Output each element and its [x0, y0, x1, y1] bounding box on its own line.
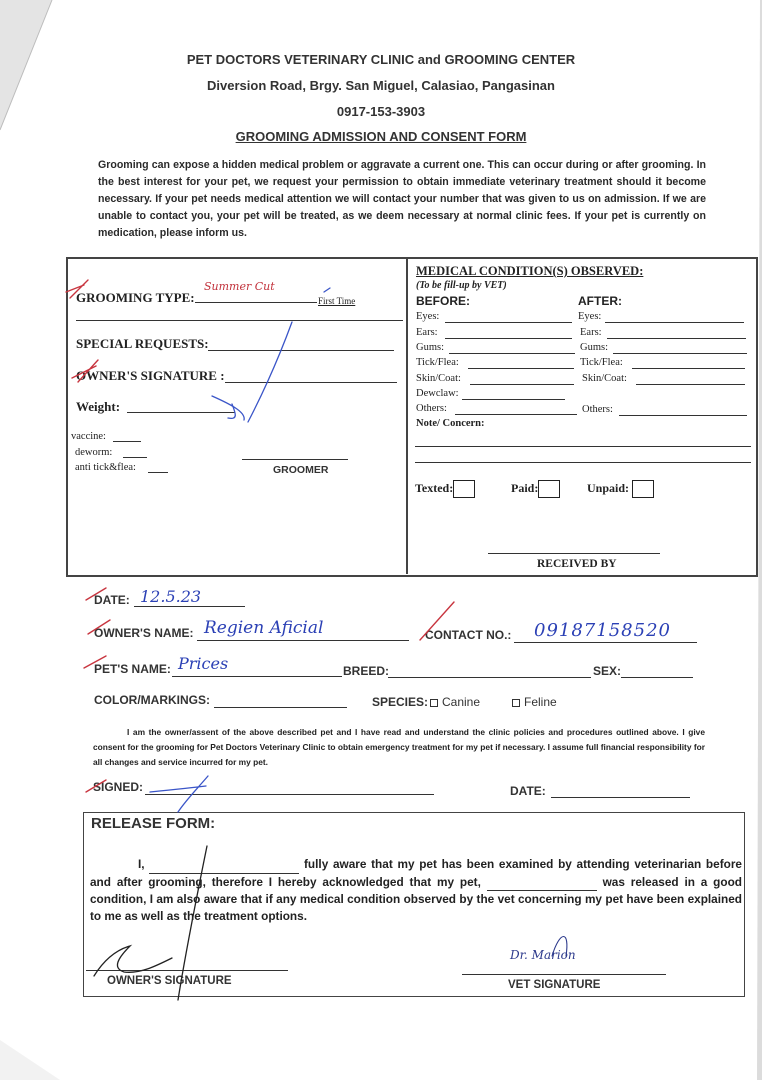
after-tickflea-label: Tick/Flea: — [580, 357, 623, 368]
release-text-1: fully aware that my pet has been examined by attending veterinarian before and after grooming, therefore I hereby acknowledged that my pet, — [90, 857, 742, 889]
owner-signature-label: OWNER'S SIGNATURE : — [76, 368, 225, 383]
release-vet-signature-line[interactable] — [462, 974, 666, 975]
before-dewclaw-label: Dewclaw: — [416, 388, 459, 399]
weight-line[interactable] — [127, 412, 235, 413]
release-pet-line[interactable] — [487, 874, 597, 892]
vaccine-label: vaccine: — [71, 431, 106, 442]
medical-subtitle: (To be fill-up by VET) — [416, 280, 507, 291]
after-gums-line[interactable] — [613, 353, 747, 354]
admission-divider — [406, 258, 408, 574]
unpaid-label: Unpaid: — [587, 480, 630, 495]
contact-label: CONTACT NO.: — [425, 628, 512, 642]
received-by-label: RECEIVED BY — [537, 558, 617, 570]
after-others-label: Others: — [582, 404, 613, 415]
color-markings-line[interactable] — [214, 707, 347, 708]
release-name-line[interactable] — [149, 856, 299, 874]
pet-name-label: PET'S NAME: — [94, 662, 171, 676]
release-vet-signature-label: VET SIGNATURE — [508, 979, 601, 991]
before-others-label: Others: — [416, 403, 447, 414]
signed-line[interactable] — [145, 794, 434, 795]
consent-paragraph: I am the owner/assent of the above described pet and I have read and understand the clinic policies and procedures outlined above. I give consent for the grooming for Pet Doctors Veterinary Clinic to obtain emergency treatment for my pet if necessary. I assume full financial responsibility for all changes and service incurred for my pet. — [93, 727, 705, 767]
before-tickflea-label: Tick/Flea: — [416, 357, 459, 368]
release-paragraph — [90, 856, 742, 924]
color-markings-label: COLOR/MARKINGS: — [94, 693, 210, 707]
contact-value[interactable]: 09187158520 — [534, 620, 671, 641]
before-tickflea-line[interactable] — [468, 368, 574, 369]
release-owner-signature-label: OWNER'S SIGNATURE — [107, 975, 232, 987]
owner-name-line — [197, 640, 409, 641]
before-label: BEFORE: — [416, 294, 470, 308]
consent-date-line[interactable] — [551, 797, 690, 798]
received-by-line[interactable] — [488, 553, 660, 554]
release-title: RELEASE FORM: — [91, 815, 216, 832]
clinic-address: Diversion Road, Brgy. San Miguel, Calasiao, Pangasinan — [207, 78, 555, 93]
after-eyes-label: Eyes: — [578, 311, 602, 322]
canine-checkbox[interactable] — [430, 699, 438, 707]
clinic-phone: 0917-153-3903 — [336, 104, 426, 119]
clinic-name: PET DOCTORS VETERINARY CLINIC and GROOMING CENTER — [186, 52, 576, 67]
species-feline-option[interactable] — [512, 695, 557, 709]
vaccine-line[interactable] — [113, 441, 141, 442]
after-tickflea-line[interactable] — [632, 368, 745, 369]
unpaid-checkbox[interactable] — [632, 480, 654, 498]
unpaid-field — [587, 480, 654, 498]
after-skincoat-label: Skin/Coat: — [582, 373, 627, 384]
contact-line — [514, 642, 697, 643]
after-ears-label: Ears: — [580, 327, 602, 338]
after-ears-line[interactable] — [607, 338, 746, 339]
after-gums-label: Gums: — [580, 342, 609, 353]
sex-label: SEX: — [593, 664, 622, 678]
weight-label: Weight: — [76, 399, 121, 414]
deworm-label: deworm: — [75, 447, 113, 458]
consent-date-label: DATE: — [510, 784, 546, 798]
after-label: AFTER: — [578, 294, 622, 308]
before-skincoat-line[interactable] — [470, 384, 574, 385]
release-i-label: I, — [138, 857, 145, 871]
before-gums-label: Gums: — [416, 342, 445, 353]
owner-name-value[interactable]: Regien Aficial — [204, 618, 324, 638]
date-label: DATE: — [94, 593, 130, 607]
deworm-line[interactable] — [123, 457, 147, 458]
intro-paragraph: Grooming can expose a hidden medical problem or aggravate a current one. This can occur during or after grooming. In the best interest for your pet, we request your permission to obtain immediate veterinary treatment should it become necessary. If your pet needs medical attention we will contact your number that was given to us on admission. If we are unable to contact you, your pet will be treated, as we deem necessary at normal clinic fees. If your pet is currently on medication, please inform us. — [98, 159, 706, 239]
pet-name-value[interactable]: Prices — [178, 654, 229, 673]
note-line-2[interactable] — [415, 462, 751, 463]
canine-label: Canine — [442, 695, 481, 709]
before-gums-line[interactable] — [449, 353, 575, 354]
form-title: GROOMING ADMISSION AND CONSENT FORM — [235, 129, 527, 144]
before-others-line[interactable] — [455, 414, 577, 415]
owner-name-label: OWNER'S NAME: — [94, 626, 194, 640]
note-line-1[interactable] — [415, 446, 751, 447]
species-canine-option[interactable] — [430, 695, 480, 709]
groomer-label: GROOMER — [273, 464, 329, 476]
after-eyes-line[interactable] — [605, 322, 744, 323]
paid-field — [511, 480, 560, 498]
grooming-type-line — [195, 302, 317, 303]
before-skincoat-label: Skin/Coat: — [416, 373, 461, 384]
medical-title: MEDICAL CONDITION(S) OBSERVED: — [416, 264, 644, 278]
grooming-type-value[interactable]: Summer Cut — [204, 280, 275, 293]
date-line — [134, 606, 245, 607]
sex-line[interactable] — [621, 677, 693, 678]
after-others-line[interactable] — [619, 415, 747, 416]
grooming-type-label: GROOMING TYPE: — [76, 290, 195, 305]
vet-handwriting: Dr. Marion — [510, 948, 576, 962]
antitick-label: anti tick&flea: — [75, 462, 136, 473]
texted-label: Texted: — [415, 480, 454, 495]
date-value[interactable]: 12.5.23 — [140, 587, 202, 606]
release-owner-signature-line[interactable] — [86, 970, 288, 971]
release-text-2: was released in a good condition, I am also aware that if any medical condition observed by the vet concerning my pet have been explained to me as well as the treatment options. — [90, 874, 743, 923]
first-time-label: First Time — [318, 296, 356, 306]
breed-line[interactable] — [388, 677, 591, 678]
species-label: SPECIES: — [372, 695, 429, 709]
pet-name-line — [172, 676, 342, 677]
groomer-line[interactable] — [242, 459, 348, 460]
breed-label: BREED: — [343, 664, 390, 678]
texted-field — [415, 480, 475, 498]
before-dewclaw-line[interactable] — [462, 399, 565, 400]
grooming-extra-line — [76, 320, 403, 321]
paid-label: Paid: — [511, 480, 539, 495]
before-eyes-label: Eyes: — [416, 311, 440, 322]
before-ears-label: Ears: — [416, 327, 438, 338]
texted-checkbox[interactable] — [453, 480, 475, 498]
owner-signature-line[interactable] — [225, 382, 397, 383]
feline-label: Feline — [524, 695, 557, 709]
signed-label: SIGNED: — [93, 780, 144, 794]
antitick-line[interactable] — [148, 472, 168, 473]
note-label: Note/ Concern: — [416, 418, 485, 429]
special-requests-line[interactable] — [208, 350, 394, 351]
before-ears-line[interactable] — [445, 338, 572, 339]
before-eyes-line[interactable] — [445, 322, 572, 323]
paid-checkbox[interactable] — [538, 480, 560, 498]
special-requests-label: SPECIAL REQUESTS: — [76, 336, 209, 351]
feline-checkbox[interactable] — [512, 699, 520, 707]
after-skincoat-line[interactable] — [636, 384, 745, 385]
